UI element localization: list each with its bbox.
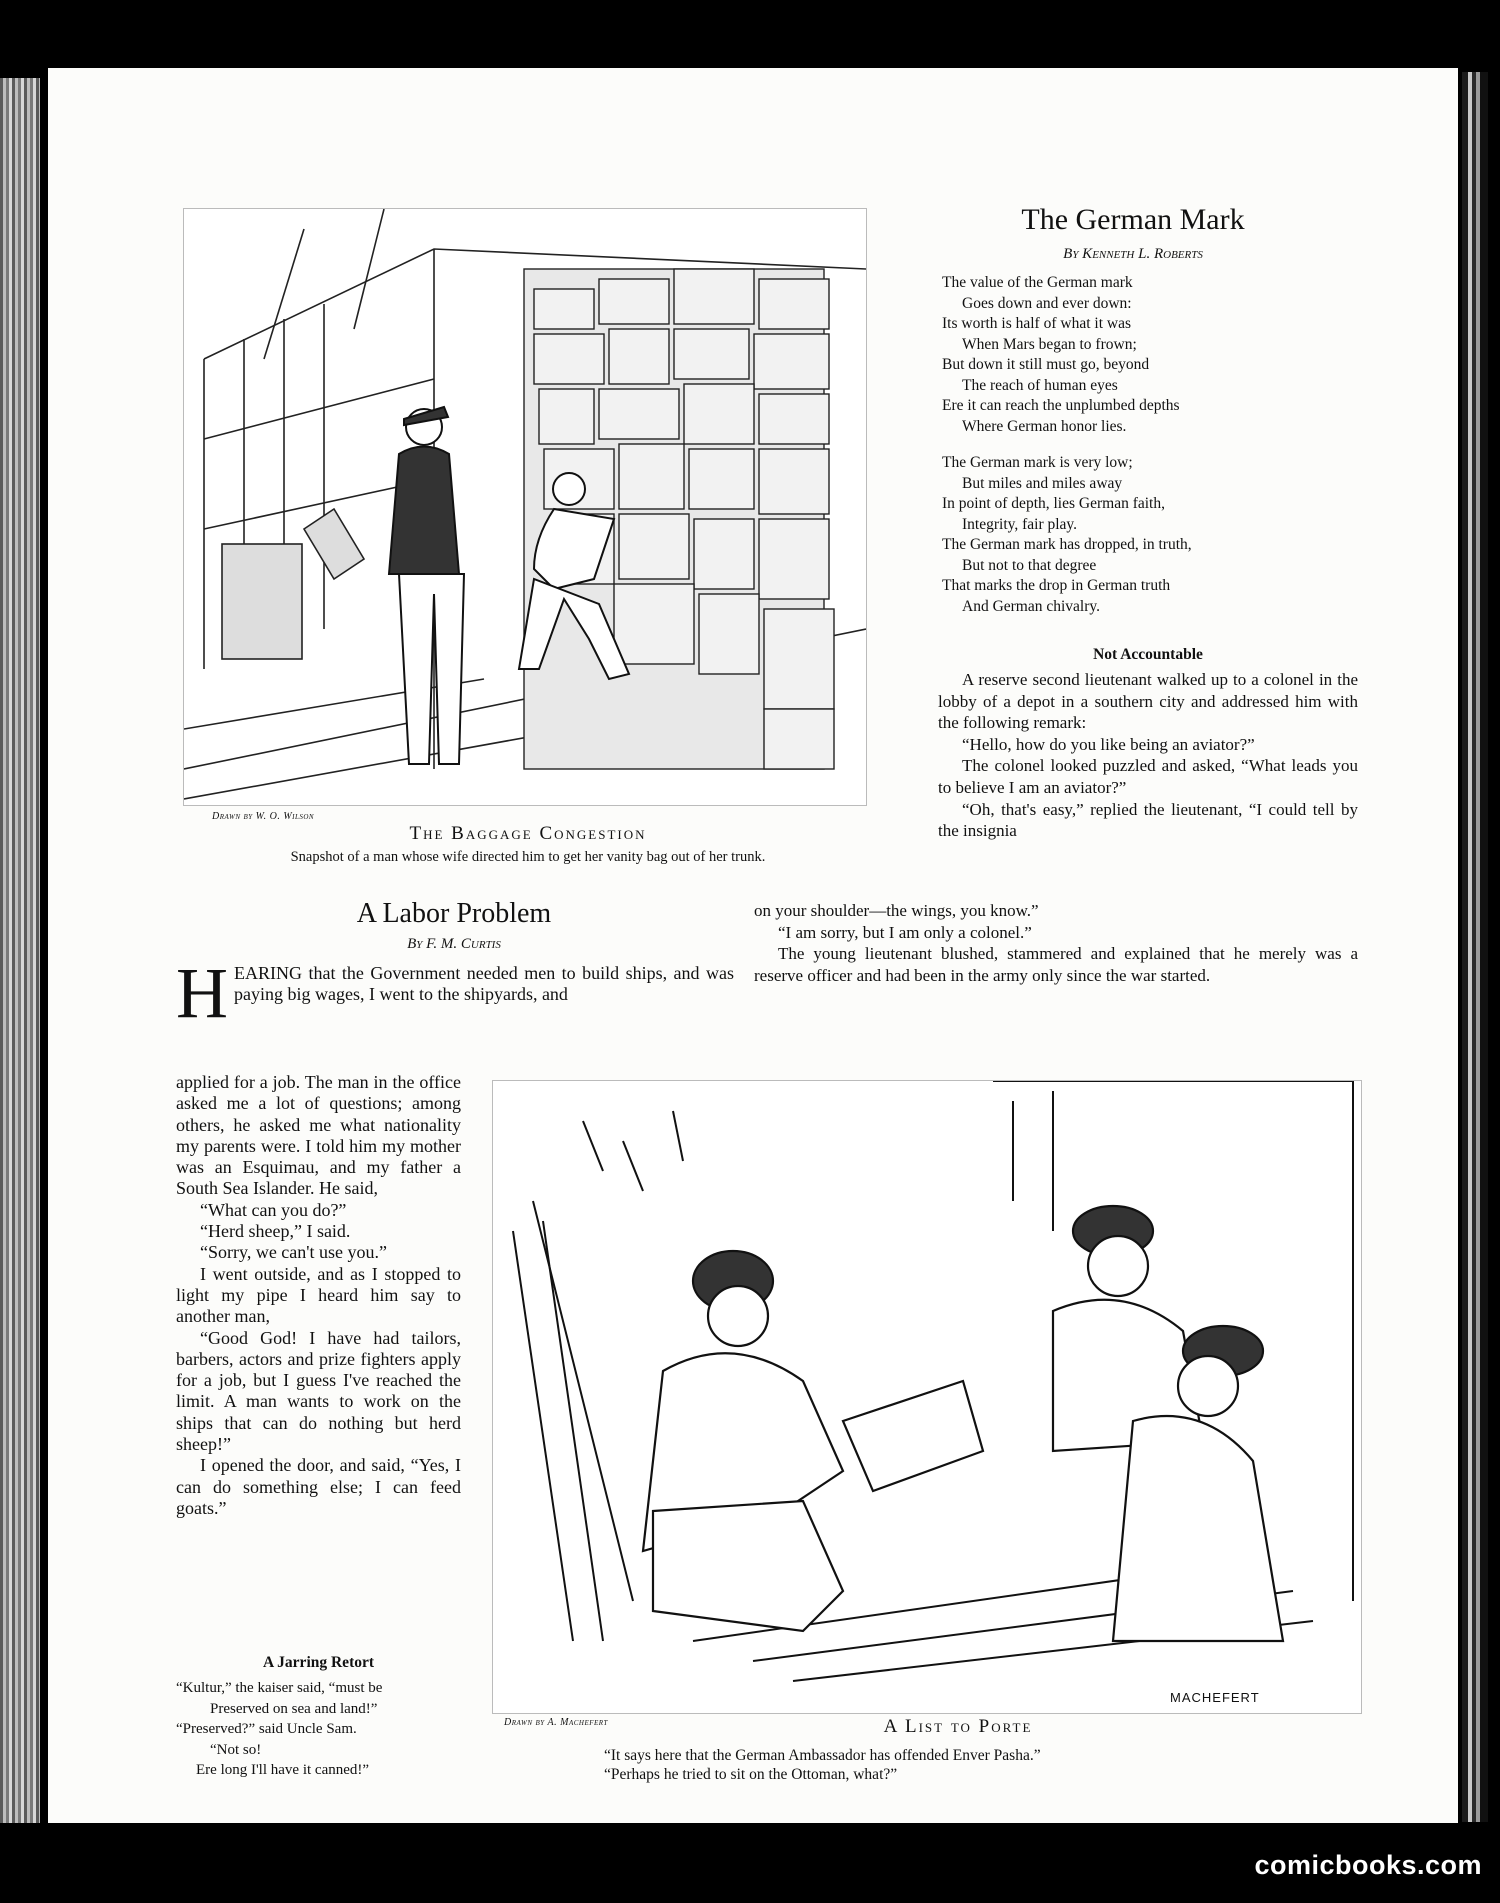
poem-line: And German chivalry. [962,597,1101,615]
baggage-cartoon-drawing [184,209,866,805]
site-watermark: comicbooks.com [1254,1850,1482,1880]
paragraph: “Sorry, we can't use you.” [200,1242,388,1263]
poem-line: That marks the drop in German truth [942,577,1171,594]
poem-line: The German mark is very low; [942,454,1133,471]
paragraph: I went outside, and as I stopped to light my pipe I heard him say to another man, [176,1263,461,1327]
not-accountable-title: Not Accountable [1093,646,1203,663]
paragraph: “What can you do?” [200,1199,347,1220]
german-mark-stanza-1 [942,273,1362,437]
trench-cartoon-drawing [493,1081,1361,1713]
trench-credit: Drawn by A. Machefert [504,1717,608,1728]
german-mark-byline: By Kenneth L. Roberts [1063,246,1203,262]
baggage-cartoon-illustration [183,208,867,806]
baggage-caption-text: Snapshot of a man whose wife directed him to get her vanity bag out of her trunk. [290,849,766,865]
poem-line: When Mars began to frown; [962,335,1137,353]
labor-problem-body [176,1072,461,1519]
poem-line: But miles and miles away [962,474,1123,492]
paragraph: on your shoulder—the wings, you know.” [754,901,1039,920]
poem-line: “Kultur,” the kaiser said, “must be [176,1680,383,1696]
poem-line: But down it still must go, beyond [942,356,1150,373]
paragraph: “Hello, how do you like being an aviator?” [962,734,1255,754]
paragraph: I opened the door, and said, “Yes, I can do something else; I can feed goats.” [176,1455,461,1518]
poem-line: In point of depth, lies German faith, [942,495,1165,512]
caption-line: “Perhaps he tried to sit on the Ottoman, what?” [604,1766,898,1783]
paragraph: “Good God! I have had tailors, barbers, actors and prize fighters apply for a job, but I guess I've reached the limit. A man wants to work on the ships that can do nothing but herd sheep!” [176,1327,461,1455]
trench-caption [588,1716,1328,1738]
magazine-page [48,68,1458,1823]
not-accountable-continued [754,900,1358,986]
lead-text: EARING that the Government needed men to build ships, and was paying big wages, I went to the shipyards, and [234,963,734,1005]
trench-caption-dialogue [604,1746,1364,1784]
drop-cap: H [176,953,228,1033]
not-accountable-body [938,669,1358,842]
jarring-retort-poem [176,1678,476,1781]
caption-line: “It says here that the German Ambassador has offended Enver Pasha.” [604,1747,1041,1764]
poem-line: The German mark has dropped, in truth, [942,536,1192,553]
poem-line: Goes down and ever down: [962,294,1132,312]
poem-line: Where German honor lies. [962,417,1127,435]
paragraph: The colonel looked puzzled and asked, “What leads you to believe I am an aviator?” [938,756,1358,797]
trench-cartoon-illustration [492,1080,1362,1714]
poem-line: The value of the German mark [942,274,1133,291]
german-mark-title: The German Mark [1021,203,1245,236]
poem-line: “Preserved?” said Uncle Sam. [176,1721,357,1737]
paragraph: “Oh, that's easy,” replied the lieutenant, “I could tell by the insignia [938,799,1358,841]
paragraph: The young lieutenant blushed, stammered and explained that he merely was a reserve officer and had been in the army only since the war started. [754,944,1358,985]
poem-line: Preserved on sea and land!” [210,1700,378,1717]
baggage-credit: Drawn by W. O. Wilson [212,811,315,822]
german-mark-stanza-2 [942,453,1362,617]
poem-line: Ere long I'll have it canned!” [196,1762,370,1778]
paragraph: “Herd sheep,” I said. [200,1221,351,1242]
artist-signature: MACHEFERT [1170,1690,1260,1705]
page-edge [1462,72,1488,1822]
labor-problem-byline: By F. M. Curtis [407,936,501,952]
poem-line: Ere it can reach the unplumbed depths [942,397,1180,414]
labor-problem-title: A Labor Problem [356,898,552,929]
poem-line: Integrity, fair play. [962,515,1078,533]
labor-problem-lead [176,953,734,1075]
jarring-retort-title: A Jarring Retort [262,1654,375,1671]
baggage-caption-title: The Baggage Congestion [409,823,647,844]
book-spine [0,78,40,1823]
paragraph: A reserve second lieutenant walked up to a colonel in the lobby of a depot in a southern city and addressed him with the following remark: [938,670,1358,733]
poem-line: Its worth is half of what it was [942,315,1131,332]
paragraph: applied for a job. The man in the office asked me a lot of questions; among others, he asked me what nationality my parents were. I told him my mother was an Esquimau, and my father a South Sea Islander. He said, [176,1072,461,1199]
baggage-caption [178,823,878,866]
paragraph: “I am sorry, but I am only a colonel.” [778,922,1032,942]
poem-line: The reach of human eyes [962,376,1118,394]
poem-line: But not to that degree [962,556,1097,574]
trench-caption-title: A List to Porte [883,1716,1033,1737]
poem-line: “Not so! [210,1741,262,1758]
